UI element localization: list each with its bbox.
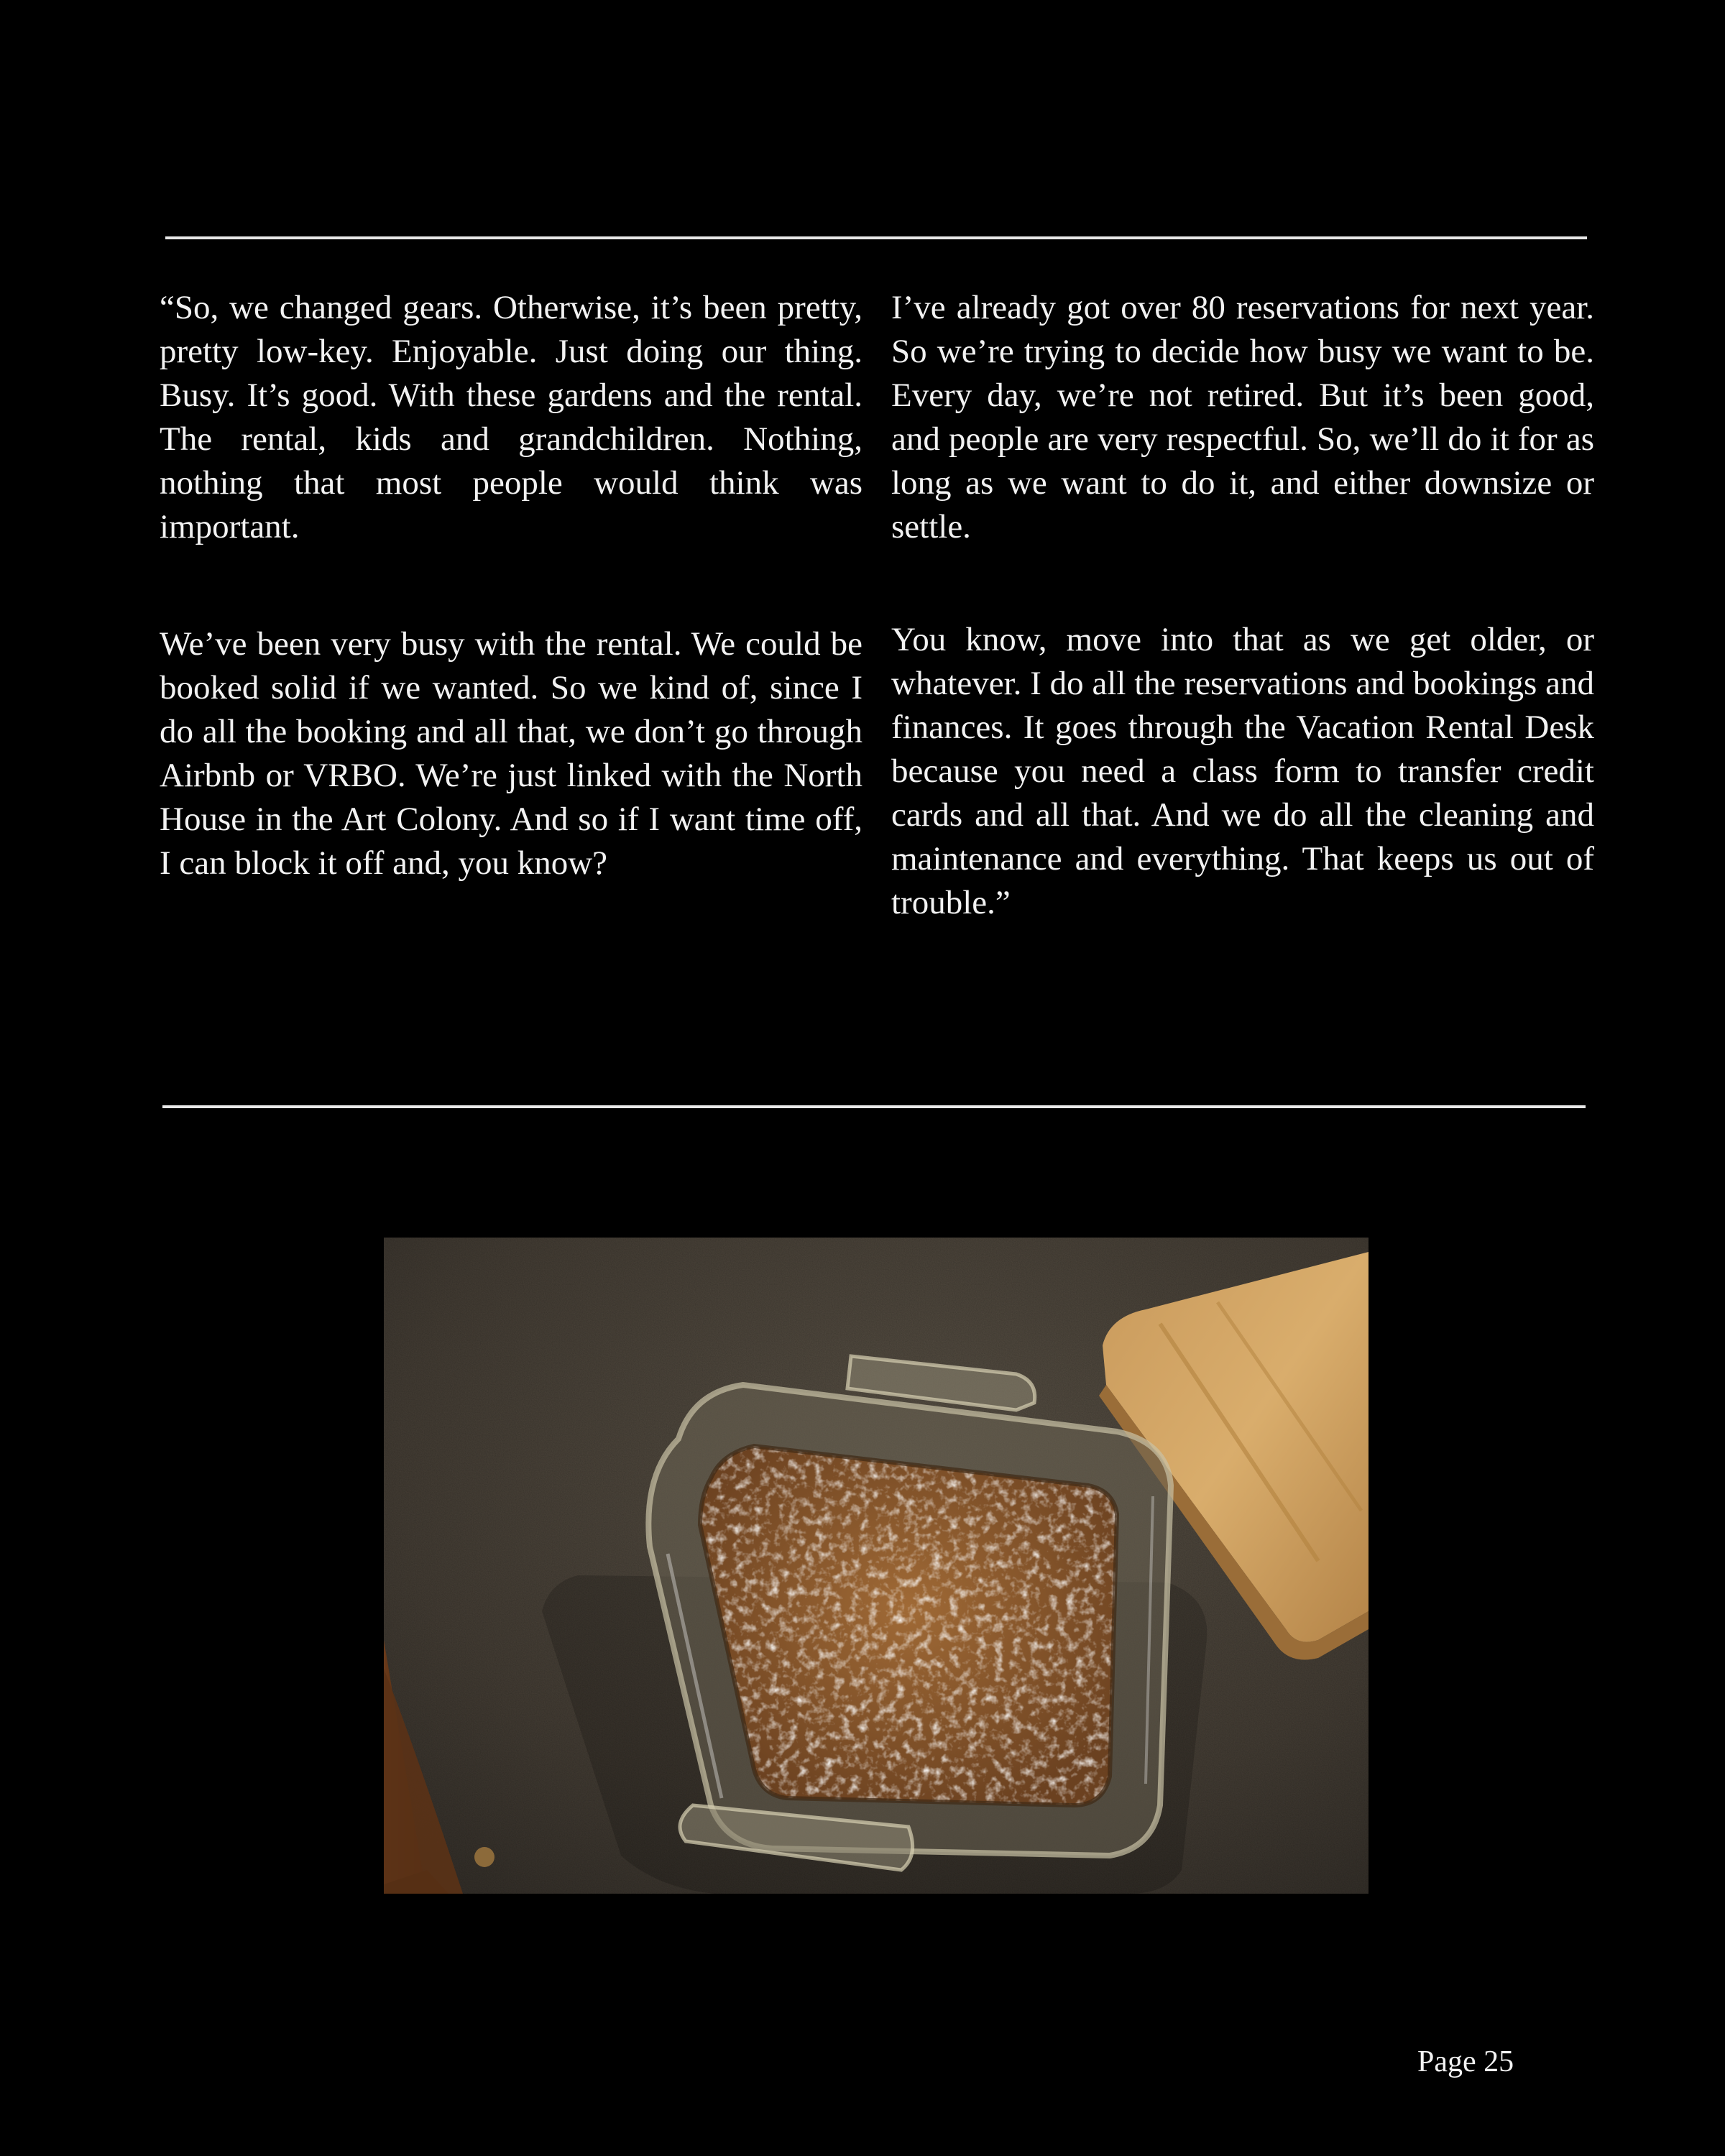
paragraph-2: I’ve already got over 80 reservations for next year. So we’re trying to decide how busy we want to be. Every day, we’re not retired. But it’s been good, and people are very respectful. So, we’ll do it for as long as we want to do it, and either downsize or settle. xyxy=(891,289,1594,545)
paragraph-3: We’ve been very busy with the rental. We could be booked solid if we wanted. So we kind of, since I do all the booking and all that, we don’t go through Airbnb or VRBO. We’re just linked with the North House in the Art Colony. And so if I want time off, I can block it off and, you know? xyxy=(160,625,862,882)
baked-dish-photo xyxy=(384,1238,1368,1894)
paragraph-4: You know, move into that as we get older, or whatever. I do all the reservations and bookings and finances. It goes through the Vacation Rental Desk because you need a class form to transfer credit cards and all that. And we do all the cleaning and maintenance and everything. That keeps us out of trouble.” xyxy=(891,621,1594,921)
paragraph-1: “So, we changed gears. Otherwise, it’s been pretty, pretty low-key. Enjoyable. Just doing our thing. Busy. It’s good. With these gardens and the rental. The rental, kids and grandchildren. Nothing, nothing that most people would think was important. xyxy=(160,289,862,545)
top-divider xyxy=(165,236,1587,239)
page-number: Page 25 xyxy=(1417,2045,1514,2078)
bottom-divider xyxy=(162,1105,1586,1108)
